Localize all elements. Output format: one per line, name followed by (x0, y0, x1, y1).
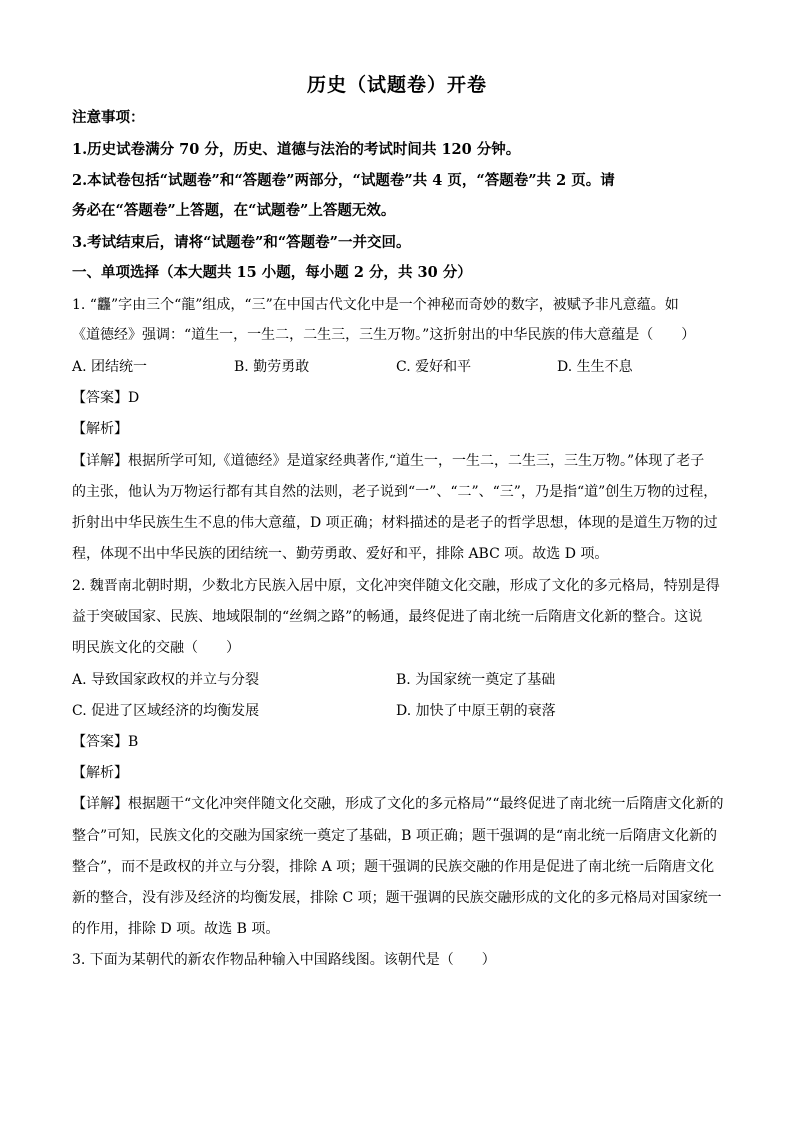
analysis-label: 【解析】 (72, 421, 128, 437)
question-stem-line: 益于突破国家、民族、地域限制的“丝绸之路”的畅通，最终促进了南北统一后隋唐文化新的整合。这说 (72, 609, 703, 625)
notice-item: 2.本试卷包括“试题卷”和“答题卷”两部分，“试题卷”共 4 页，“答题卷”共 2 页。请 (72, 172, 615, 189)
option-c: C. 爱好和平 (396, 359, 472, 375)
option-a: A. 团结统一 (72, 359, 148, 375)
option-b: B. 为国家统一奠定了基础 (396, 672, 556, 688)
detail-line: 新的整合，没有涉及经济的均衡发展，排除 C 项；题干强调的民族交融形成的文化的多元格局对国家统一 (72, 890, 722, 906)
answer-line: 【答案】D (72, 390, 140, 406)
detail-line: 【详解】根据题干“文化冲突伴随文化交融，形成了文化的多元格局”“最终促进了南北统一后隋唐文化新的 (72, 796, 724, 812)
option-c: C. 促进了区域经济的均衡发展 (72, 703, 260, 719)
detail-line: 程，体现不出中华民族的团结统一、勤劳勇敢、爱好和平，排除 ABC 项。故选 D 项。 (72, 546, 609, 562)
question-stem-line: 《道德经》强调：“道生一，一生二，二生三，三生万物。”这折射出的中华民族的伟大意蕴是（ ） (72, 327, 696, 343)
question-stem-line: 1. “龘”字由三个“龍”组成，“三”在中国古代文化中是一个神秘而奇妙的数字，被赋予非凡意蕴。如 (72, 297, 679, 313)
question-stem-line: 2. 魏晋南北朝时期，少数北方民族入居中原，文化冲突伴随文化交融，形成了文化的多元格局，特别是得 (72, 578, 720, 594)
detail-line: 的主张，他认为万物运行都有其自然的法则，老子说到“一”、“二”、“三”，乃是指“道”创生万物的过程， (72, 484, 718, 500)
detail-line: 的作用，排除 D 项。故选 B 项。 (72, 921, 280, 937)
detail-line: 折射出中华民族生生不息的伟大意蕴，D 项正确；材料描述的是老子的哲学思想，体现的是道生万物的过 (72, 515, 718, 531)
option-d: D. 生生不息 (557, 359, 633, 375)
page-title: 历史（试题卷）开卷 (306, 74, 487, 96)
option-b: B. 勤劳勇敢 (234, 359, 310, 375)
question-stem-line: 明民族文化的交融（ ） (72, 640, 240, 656)
detail-line: 【详解】根据所学可知,《道德经》是道家经典著作,“道生一，一生二，二生三，三生万物。”体现了老子 (72, 453, 705, 469)
detail-line: 整合”可知，民族文化的交融为国家统一奠定了基础，B 项正确；题干强调的是“南北统一后隋唐文化新的 (72, 828, 718, 844)
detail-line: 整合”，而不是政权的并立与分裂，排除 A 项；题干强调的民族交融的作用是促进了南北统一后隋唐文化 (72, 859, 715, 875)
notice-heading: 注意事项： (72, 109, 145, 126)
notice-item: 1.历史试卷满分 70 分，历史、道德与法治的考试时间共 120 分钟。 (72, 141, 521, 158)
analysis-label: 【解析】 (72, 765, 128, 781)
question-stem-line: 3. 下面为某朝代的新农作物品种输入中国路线图。该朝代是（ ） (72, 952, 496, 968)
notice-item: 务必在“答题卷”上答题，在“试题卷”上答题无效。 (72, 202, 396, 219)
option-d: D. 加快了中原王朝的衰落 (396, 703, 556, 719)
option-a: A. 导致国家政权的并立与分裂 (72, 672, 260, 688)
section-heading: 一、单项选择（本大题共 15 小题，每小题 2 分，共 30 分） (72, 264, 472, 281)
answer-line: 【答案】B (72, 734, 139, 750)
notice-item: 3.考试结束后，请将“试题卷”和“答题卷”一并交回。 (72, 234, 411, 251)
